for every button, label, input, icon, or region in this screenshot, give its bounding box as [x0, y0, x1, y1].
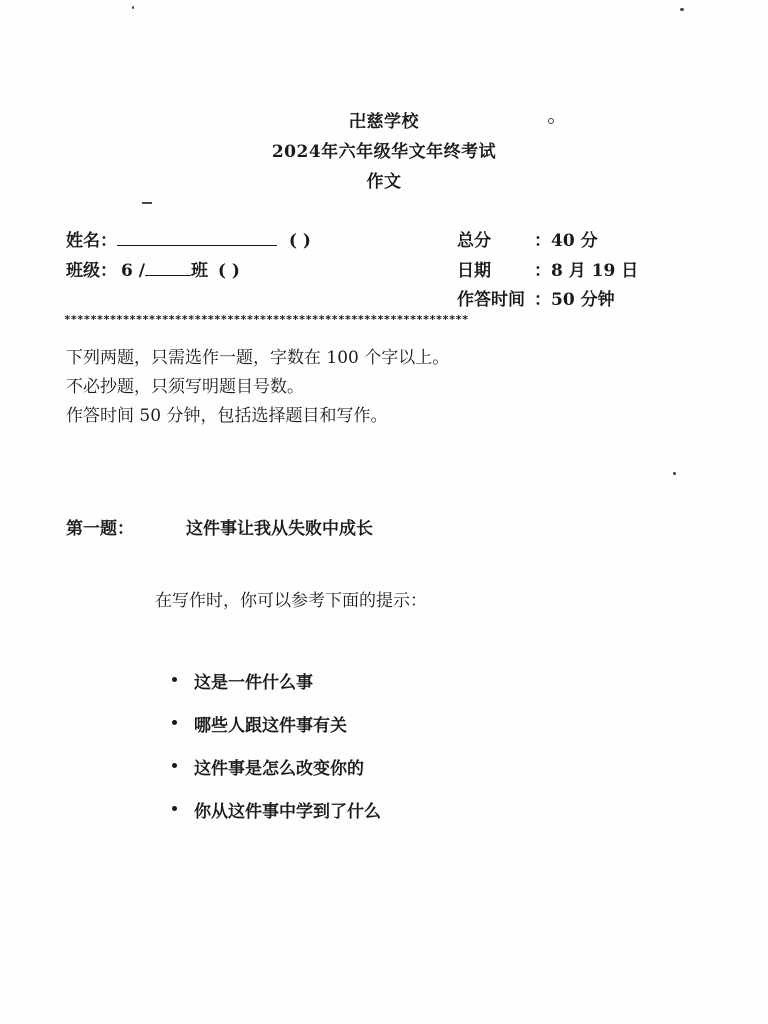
time-label: 作答时间	[457, 290, 525, 310]
date-value: ：8 月 19 日	[534, 261, 639, 281]
list-item	[168, 668, 381, 711]
class-label: 班级：	[66, 261, 117, 281]
bullet-icon	[172, 763, 177, 768]
class-paren: ( )	[217, 261, 240, 281]
list-item	[168, 711, 381, 754]
date-label: 日期	[457, 261, 491, 281]
paper-title: 作文	[366, 172, 402, 192]
time-value: ：50 分钟	[534, 290, 615, 310]
name-label: 姓名：	[66, 231, 117, 251]
name-paren: ( )	[288, 231, 311, 251]
scan-speck	[142, 202, 152, 204]
list-item	[168, 797, 381, 840]
prompt-list	[168, 668, 381, 840]
prompt-text: 哪些人跟这件事有关	[194, 716, 347, 736]
scan-speck	[132, 6, 134, 9]
class-row	[66, 256, 240, 281]
bullet-icon	[172, 720, 177, 725]
class-prefix: 6 /	[121, 261, 145, 281]
school-name: 卍慈学校	[349, 112, 419, 132]
class-suffix: 班	[190, 261, 208, 281]
name-row	[66, 226, 311, 251]
prompt-text: 你从这件事中学到了什么	[194, 802, 381, 822]
instruction-line-2: 不必抄题，只须写明题目号数。	[66, 377, 304, 397]
bullet-icon	[172, 677, 177, 682]
prompt-text: 这件事是怎么改变你的	[194, 759, 364, 779]
prompt-text: 这是一件什么事	[194, 673, 313, 693]
scan-speck	[680, 8, 684, 11]
name-blank	[117, 231, 277, 246]
scan-speck	[673, 472, 676, 475]
exam-title: 2024年六年级华文年终考试	[271, 142, 497, 162]
instruction-line-3: 作答时间 50 分钟，包括选择题目和写作。	[66, 406, 388, 426]
instruction-line-1: 下列两题，只需选作一题，字数在 100 个字以上。	[66, 348, 450, 368]
list-item	[168, 754, 381, 797]
class-blank	[145, 261, 191, 276]
prompt-intro: 在写作时，你可以参考下面的提示：	[155, 591, 427, 611]
star-separator: **************************************************************	[64, 313, 469, 326]
total-value: ：40 分	[534, 231, 598, 251]
question-title: 这件事让我从失败中成长	[186, 519, 373, 539]
bullet-icon	[172, 806, 177, 811]
total-label: 总分	[457, 231, 491, 251]
question-number: 第一题：	[66, 519, 134, 539]
